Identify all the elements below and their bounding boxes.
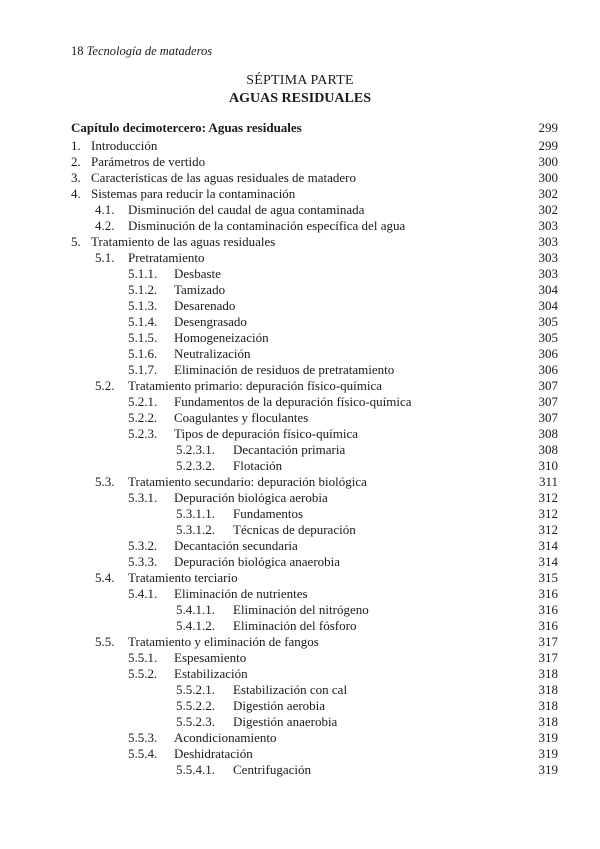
toc-entry xyxy=(71,282,558,298)
toc-entry-number: 5.3. xyxy=(95,474,115,489)
toc-entry xyxy=(71,602,558,618)
toc-entry-label: Decantación secundaria xyxy=(174,538,298,553)
toc-entry-number: 5.3.1.1. xyxy=(176,506,215,521)
toc-entry xyxy=(71,730,558,746)
toc-entry-number: 5.1. xyxy=(95,250,115,265)
toc-entry xyxy=(71,618,558,634)
toc-entry-page: 308 xyxy=(538,442,558,457)
toc-entry-label: Homogeneización xyxy=(174,330,269,345)
toc-entry-number: 3. xyxy=(71,170,81,185)
toc-entry-page: 303 xyxy=(538,218,558,233)
toc-entry-number: 4. xyxy=(71,186,81,201)
toc-entry xyxy=(71,490,558,506)
toc-entry-page: 299 xyxy=(538,120,558,135)
toc-entry-label: Eliminación del fósforo xyxy=(233,618,357,633)
toc-entry-number: 5.1.2. xyxy=(128,282,158,297)
toc-entry-page: 303 xyxy=(538,266,558,281)
toc-entry-number: 5.5.4. xyxy=(128,746,158,761)
toc-entry-label: Técnicas de depuración xyxy=(233,522,356,537)
toc-entry-label: Disminución de la contaminación específica del agua xyxy=(128,218,406,233)
toc-entry xyxy=(71,570,558,586)
toc-entry-number: 2. xyxy=(71,154,81,169)
toc-entry-number: 1. xyxy=(71,138,81,153)
toc-entry xyxy=(71,522,558,538)
toc-entry-number: 5.1.3. xyxy=(128,298,158,313)
toc-entry-label: Eliminación de nutrientes xyxy=(174,586,308,601)
toc-entry-label: Capítulo decimotercero: Aguas residuales xyxy=(71,120,302,135)
toc-entry xyxy=(71,698,558,714)
toc-entry xyxy=(71,250,558,266)
toc-entry-label: Características de las aguas residuales de matadero xyxy=(91,170,356,185)
toc-entry-number: 5.2.2. xyxy=(128,410,158,425)
toc-entry-page: 299 xyxy=(538,138,558,153)
toc-entry xyxy=(71,154,558,170)
toc-entry-number: 5.5.2. xyxy=(128,666,158,681)
toc-entry-label: Desengrasado xyxy=(174,314,247,329)
toc-entry-label: Eliminación del nitrógeno xyxy=(233,602,369,617)
toc-entry-label: Eliminación de residuos de pretratamiento xyxy=(174,362,395,377)
toc-entry-label: Centrifugación xyxy=(233,762,311,777)
toc-entry-label: Tratamiento de las aguas residuales xyxy=(91,234,276,249)
toc-entry-label: Acondicionamiento xyxy=(174,730,277,745)
toc-entry xyxy=(71,538,558,554)
toc-entry-label: Tratamiento primario: depuración físico-química xyxy=(128,378,383,393)
toc-entry-number: 5.2. xyxy=(95,378,115,393)
toc-entry-page: 307 xyxy=(538,394,558,409)
part-label: SÉPTIMA PARTE xyxy=(246,73,354,88)
toc-chapter-heading xyxy=(71,120,558,136)
toc-entry-page: 314 xyxy=(538,554,558,569)
toc-entry-page: 304 xyxy=(538,282,558,297)
toc-entry-label: Decantación primaria xyxy=(233,442,346,457)
toc-entry-label: Pretratamiento xyxy=(128,250,205,265)
toc-entry-number: 5.3.1.2. xyxy=(176,522,215,537)
toc-entry-page: 312 xyxy=(538,490,558,505)
toc-entry-label: Depuración biológica anaerobia xyxy=(174,554,341,569)
toc-entry xyxy=(71,266,558,282)
toc-entry xyxy=(71,442,558,458)
toc-entry-label: Tipos de depuración físico-química xyxy=(174,426,359,441)
toc-entry xyxy=(71,682,558,698)
toc-entry-number: 5.5.2.2. xyxy=(176,698,215,713)
toc-entry-label: Tratamiento secundario: depuración biológica xyxy=(128,474,367,489)
toc-entry xyxy=(71,314,558,330)
toc-entry xyxy=(71,762,558,778)
toc-entry-number: 4.1. xyxy=(95,202,115,217)
toc-entry-label: Deshidratación xyxy=(174,746,253,761)
toc-entry xyxy=(71,202,558,218)
toc-entry-number: 5.1.7. xyxy=(128,362,158,377)
toc-entry-number: 5.4.1.1. xyxy=(176,602,215,617)
toc-entry-label: Espesamiento xyxy=(174,650,247,665)
page-number: 18 xyxy=(71,44,84,58)
toc-entry xyxy=(71,186,558,202)
toc-entry-label: Fundamentos de la depuración físico-química xyxy=(174,394,412,409)
toc-entry xyxy=(71,506,558,522)
toc-entry xyxy=(71,586,558,602)
toc-entry xyxy=(71,346,558,362)
toc-entry-number: 5.1.4. xyxy=(128,314,158,329)
toc-entry xyxy=(71,634,558,650)
toc-entry-number: 5. xyxy=(71,234,81,249)
toc-entry-page: 308 xyxy=(538,426,558,441)
toc-entry-label: Desarenado xyxy=(174,298,236,313)
part-title: AGUAS RESIDUALES xyxy=(229,91,371,106)
toc-entry-number: 5.5.2.3. xyxy=(176,714,215,729)
toc-entry-page: 319 xyxy=(538,746,558,761)
toc-entry-page: 305 xyxy=(538,330,558,345)
toc-entry xyxy=(71,410,558,426)
toc-entry xyxy=(71,138,558,154)
toc-entry-page: 303 xyxy=(538,250,558,265)
toc-entry-page: 317 xyxy=(538,634,558,649)
toc-entry-label: Neutralización xyxy=(174,346,251,361)
toc-entry-label: Tratamiento terciario xyxy=(128,570,238,585)
toc-entry-page: 306 xyxy=(538,346,558,361)
toc-entry-label: Coagulantes y floculantes xyxy=(174,410,309,425)
toc-entry-number: 5.2.3. xyxy=(128,426,158,441)
toc-entry-page: 316 xyxy=(538,602,558,617)
toc-entry-page: 319 xyxy=(538,730,558,745)
toc-entry-page: 312 xyxy=(538,506,558,521)
toc-entry-label: Tratamiento y eliminación de fangos xyxy=(128,634,319,649)
toc-entry-number: 5.3.2. xyxy=(128,538,158,553)
toc-entry xyxy=(71,394,558,410)
toc-entry-page: 312 xyxy=(538,522,558,537)
toc-entry xyxy=(71,650,558,666)
table-of-contents xyxy=(71,120,558,778)
toc-entry xyxy=(71,666,558,682)
book-title: Tecnología de mataderos xyxy=(86,44,213,58)
toc-entry-label: Tamizado xyxy=(174,282,226,297)
toc-entry xyxy=(71,218,558,234)
toc-entry-number: 5.5. xyxy=(95,634,115,649)
toc-entry-label: Estabilización xyxy=(174,666,248,681)
toc-entry-page: 300 xyxy=(538,154,558,169)
toc-entry-page: 300 xyxy=(538,170,558,185)
toc-entry-number: 5.2.3.1. xyxy=(176,442,215,457)
toc-entry-number: 5.4.1.2. xyxy=(176,618,215,633)
toc-entry-page: 307 xyxy=(538,378,558,393)
toc-entry xyxy=(71,330,558,346)
toc-entry-number: 5.4. xyxy=(95,570,115,585)
toc-entry xyxy=(71,298,558,314)
running-head xyxy=(71,44,212,59)
toc-entry xyxy=(71,234,558,250)
toc-entry-label: Desbaste xyxy=(174,266,221,281)
toc-entry-page: 310 xyxy=(538,458,558,473)
toc-entry-page: 318 xyxy=(538,714,558,729)
toc-entry xyxy=(71,170,558,186)
toc-entry-number: 5.1.6. xyxy=(128,346,158,361)
toc-entry-page: 314 xyxy=(538,538,558,553)
toc-entry-label: Digestión aerobia xyxy=(233,698,326,713)
toc-entry xyxy=(71,554,558,570)
toc-entry-label: Flotación xyxy=(233,458,283,473)
toc-entry-number: 4.2. xyxy=(95,218,115,233)
toc-entry xyxy=(71,714,558,730)
toc-entry-number: 5.5.1. xyxy=(128,650,158,665)
toc-entry xyxy=(71,746,558,762)
toc-entry-page: 306 xyxy=(538,362,558,377)
toc-entry xyxy=(71,362,558,378)
toc-entry-page: 304 xyxy=(538,298,558,313)
toc-entry-number: 5.5.3. xyxy=(128,730,158,745)
toc-entry-label: Disminución del caudal de agua contaminada xyxy=(128,202,365,217)
toc-entry-number: 5.4.1. xyxy=(128,586,158,601)
toc-entry-label: Sistemas para reducir la contaminación xyxy=(91,186,296,201)
toc-entry-page: 302 xyxy=(538,186,558,201)
toc-entry-page: 318 xyxy=(538,666,558,681)
toc-entry-number: 5.5.4.1. xyxy=(176,762,215,777)
toc-entry xyxy=(71,458,558,474)
toc-entry-number: 5.1.1. xyxy=(128,266,158,281)
toc-entry-number: 5.2.1. xyxy=(128,394,158,409)
toc-entry-page: 318 xyxy=(538,682,558,697)
toc-entry-page: 307 xyxy=(538,410,558,425)
toc-entry-page: 316 xyxy=(538,586,558,601)
toc-entry-label: Parámetros de vertido xyxy=(91,154,206,169)
toc-entry-page: 317 xyxy=(538,650,558,665)
toc-entry-label: Digestión anaerobia xyxy=(233,714,338,729)
toc-entry-number: 5.3.3. xyxy=(128,554,158,569)
toc-entry-page: 302 xyxy=(538,202,558,217)
toc-entry xyxy=(71,378,558,394)
toc-entry xyxy=(71,474,558,490)
toc-entry-page: 303 xyxy=(538,234,558,249)
toc-entry-page: 311 xyxy=(538,474,558,489)
toc-entry-page: 318 xyxy=(538,698,558,713)
toc-entry-number: 5.1.5. xyxy=(128,330,158,345)
toc-entry-page: 316 xyxy=(538,618,558,633)
toc-entry xyxy=(71,426,558,442)
toc-entry-page: 305 xyxy=(538,314,558,329)
toc-entry-page: 319 xyxy=(538,762,558,777)
toc-entry-label: Depuración biológica aerobia xyxy=(174,490,328,505)
toc-entry-label: Fundamentos xyxy=(233,506,304,521)
toc-entry-label: Introducción xyxy=(91,138,158,153)
toc-entry-page: 315 xyxy=(538,570,558,585)
toc-entry-number: 5.2.3.2. xyxy=(176,458,215,473)
toc-entry-label: Estabilización con cal xyxy=(233,682,348,697)
toc-entry-number: 5.3.1. xyxy=(128,490,158,505)
toc-entry-number: 5.5.2.1. xyxy=(176,682,215,697)
